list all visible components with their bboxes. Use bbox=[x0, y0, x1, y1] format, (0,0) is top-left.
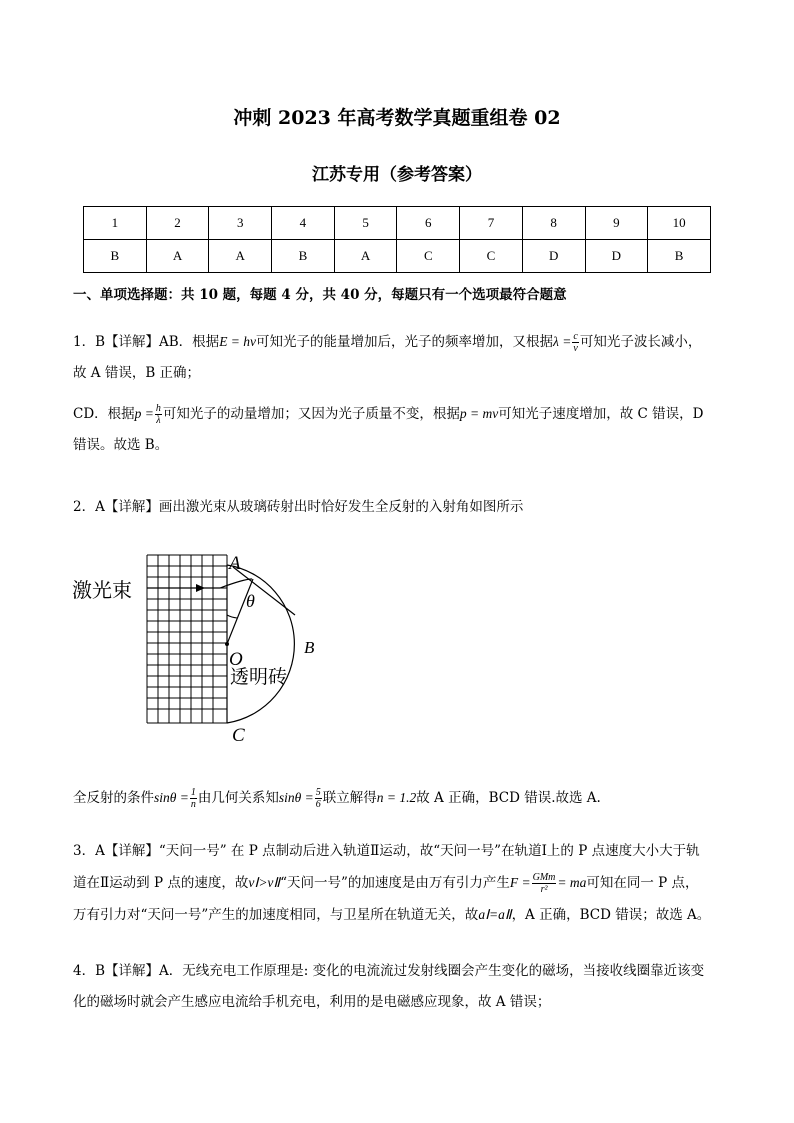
q3-explanation bbox=[73, 836, 733, 931]
formula-momentum: p = mv bbox=[459, 406, 499, 421]
answer-table bbox=[83, 206, 711, 273]
answer-letter: A bbox=[146, 240, 209, 273]
q1-line-3: CD．根据p = $\frac{h}{\lambda}$ 可知光子的动量增加；又因为光子质量不变，根据p = mv可知光子速度增加，故 C 错误，D bbox=[73, 403, 704, 426]
question-number: 6 bbox=[397, 207, 460, 240]
answer-letter: D bbox=[585, 240, 648, 273]
page-title: 冲刺 2023 年高考数学真题重组卷 02 bbox=[233, 107, 561, 129]
q2-conclusion: 全反射的条件sinθ = $\frac{1}{n}$ 由几何关系知sinθ = $\frac{5}{6}$ 联立解得n = 1.2故 A 正确，BCD 错误.故选 A. bbox=[73, 787, 601, 810]
answer-letter: B bbox=[84, 240, 147, 273]
q3-line-1: 3．A【详解】“天问一号” 在 P 点制动后进入轨道Ⅱ运动，故“天问一号”在轨道Ⅰ上的 P 点速度大小大于轨 bbox=[73, 843, 700, 859]
formula-photon-energy: E = hν bbox=[219, 334, 257, 349]
point-b-label: B bbox=[304, 638, 315, 657]
beam-label: 激光束 bbox=[72, 578, 132, 602]
radius-line bbox=[227, 579, 253, 644]
q3-line-2: 道在Ⅱ运动到 P 点的速度，故vⅠ>vⅡ“天问一号”的加速度是由万有引力产生F = $\frac{\text{GMm}}{\text{r²}}$ = ma可知在同一 P 点， bbox=[73, 872, 699, 895]
total-reflection-diagram bbox=[70, 545, 340, 745]
answer-letter: A bbox=[334, 240, 397, 273]
fraction-5-over-6: $\frac{5}{6}$ bbox=[315, 787, 321, 810]
answer-table-number-row bbox=[84, 207, 711, 240]
q1-explanation bbox=[73, 326, 733, 461]
point-c-label: C bbox=[232, 725, 245, 745]
page-subtitle: 江苏专用（参考答案） bbox=[312, 165, 482, 185]
q1-line-2: 故 A 错误，B 正确； bbox=[73, 365, 201, 381]
q2-intro: 2．A【详解】画出激光束从玻璃砖射出时恰好发生全反射的入射角如图所示 bbox=[73, 499, 524, 515]
answer-letter: C bbox=[460, 240, 523, 273]
center-point bbox=[225, 642, 229, 646]
brick-label: 透明砖 bbox=[230, 666, 288, 688]
q1-line-1: 1．B【详解】AB．根据E = hν可知光子的能量增加后，光子的频率增加，又根据λ = $\frac{c}{\nu}$ 可知光子波长减小， bbox=[73, 331, 702, 354]
q4-line-1: 4．B【详解】A．无线充电工作原理是: 变化的电流流过发射线圈会产生变化的磁场，当接收线圈靠近该变 bbox=[73, 963, 705, 979]
answer-letter: D bbox=[522, 240, 585, 273]
answer-table-answer-row bbox=[84, 240, 711, 273]
fraction-1-over-n: $\frac{1}{n}$ bbox=[190, 787, 196, 810]
q1-line-4: 错误。故选 B。 bbox=[73, 437, 169, 453]
answer-letter: B bbox=[648, 240, 711, 273]
question-number: 9 bbox=[585, 207, 648, 240]
fraction-h-over-lambda: $\frac{h}{\lambda}$ bbox=[155, 403, 161, 426]
answer-letter: A bbox=[209, 240, 272, 273]
q4-line-2: 化的磁场时就会产生感应电流给手机充电，利用的是电磁感应现象，故 A 错误； bbox=[73, 994, 551, 1010]
question-number: 1 bbox=[84, 207, 147, 240]
point-a-label: A bbox=[229, 553, 241, 574]
theta-label: θ bbox=[246, 591, 255, 611]
fraction-c-over-nu: $\frac{c}{\nu}$ bbox=[573, 331, 578, 354]
grid-lines bbox=[147, 555, 227, 723]
question-number: 5 bbox=[334, 207, 397, 240]
question-number: 2 bbox=[146, 207, 209, 240]
q4-explanation bbox=[73, 956, 733, 1018]
point-o-label: O bbox=[229, 649, 243, 670]
beam-arrow-icon bbox=[196, 584, 205, 592]
answer-letter: B bbox=[272, 240, 335, 273]
tangent-line bbox=[233, 567, 295, 615]
question-number: 8 bbox=[522, 207, 585, 240]
angle-arc bbox=[227, 615, 237, 618]
fraction-gmm-over-r2: $\frac{\text{GMm}}{\text{r²}}$ bbox=[532, 872, 556, 895]
question-number: 3 bbox=[209, 207, 272, 240]
question-number: 4 bbox=[272, 207, 335, 240]
section-heading: 一、单项选择题：共 10 题，每题 4 分，共 40 分，每题只有一个选项最符合题意 bbox=[73, 287, 567, 303]
q3-line-3: 万有引力对“天问一号”产生的加速度相同，与卫星所在轨道无关，故aⅠ=aⅡ，A 正确，BCD 错误；故选 A。 bbox=[73, 907, 711, 923]
question-number: 7 bbox=[460, 207, 523, 240]
question-number: 10 bbox=[648, 207, 711, 240]
answer-letter: C bbox=[397, 240, 460, 273]
